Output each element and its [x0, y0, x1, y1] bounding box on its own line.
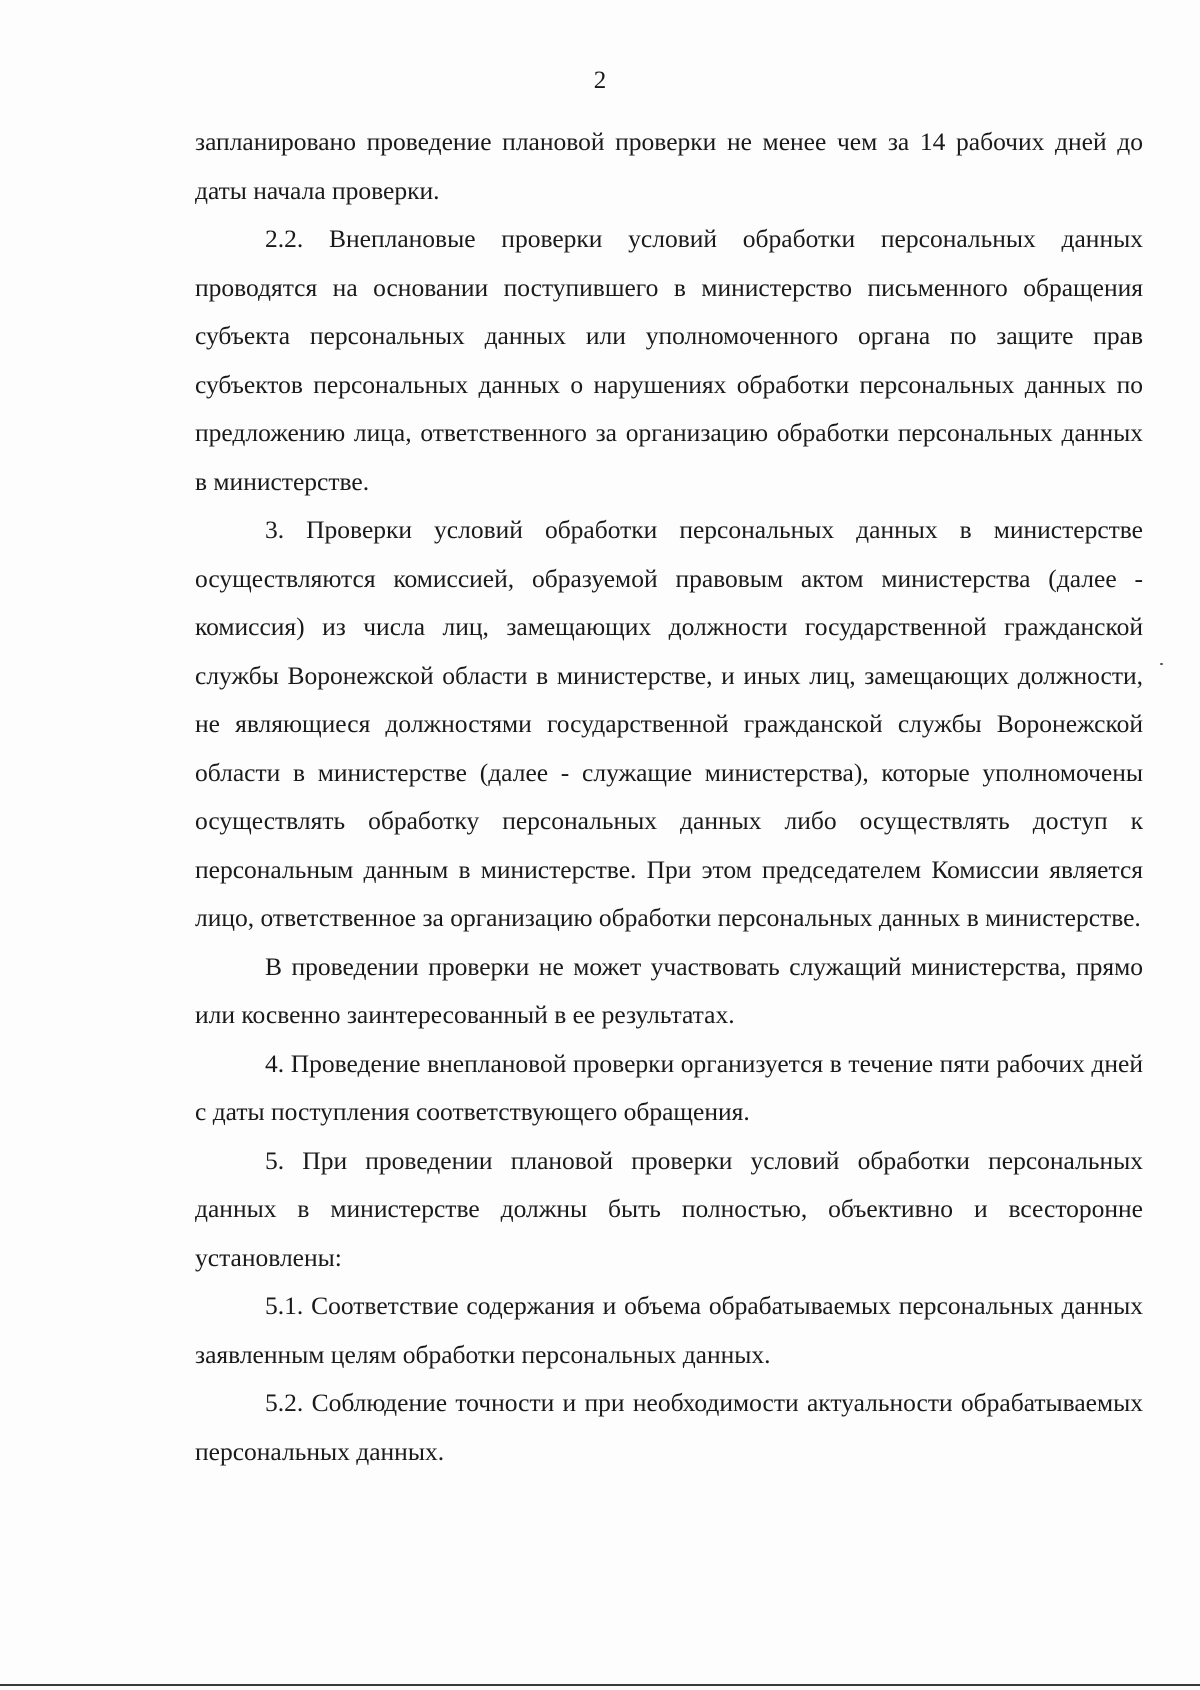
paragraph-2-2-unscheduled-checks: 2.2. Внеплановые проверки условий обработки персональных данных проводятся на основании поступившего в министерство письменного обращения субъекта персональных данных или уполномоченного органа по защите прав субъектов персональных данных о нарушениях обработки персональных данных по предложению лица, ответственного за организацию обработки персональных данных в министерстве.	[195, 224, 1143, 496]
scan-bottom-edge	[0, 1684, 1200, 1686]
paragraph-planned-check-notice: запланировано проведение плановой проверки не менее чем за 14 рабочих дней до даты начала проверки.	[195, 127, 1143, 205]
paragraph-5-2-accuracy: 5.2. Соблюдение точности и при необходимости актуальности обрабатываемых персональных данных.	[195, 1388, 1143, 1466]
paragraph-conflict-of-interest: В проведении проверки не может участвовать служащий министерства, прямо или косвенно заинтересованный в ее результатах.	[195, 951, 1143, 1029]
paragraph-3-commission: 3. Проверки условий обработки персональных данных в министерстве осуществляются комиссией, образуемой правовым актом министерства (далее - комиссия) из числа лиц, замещающих должности государственной гражданской службы Воронежской области в министерстве, и иных лиц, замещающих должности, не являющиеся должностями государственной гражданской службы Воронежской области в министерстве (далее - служащие министерства), которые уполномочены осуществлять обработку персональных данных либо осуществлять доступ к персональным данным в министерстве. При этом председателем Комиссии является лицо, ответственное за организацию обработки персональных данных в министерстве.	[195, 515, 1143, 932]
paragraph-5-1-content-compliance: 5.1. Соответствие содержания и объема обрабатываемых персональных данных заявленным целям обработки персональных данных.	[195, 1291, 1143, 1369]
paragraph-5-planned-check-scope: 5. При проведении плановой проверки условий обработки персональных данных в министерстве должны быть полностью, объективно и всесторонне установлены:	[195, 1145, 1143, 1272]
paragraph-4-unscheduled-organization: 4. Проведение внеплановой проверки организуется в течение пяти рабочих дней с даты поступления соответствующего обращения.	[195, 1048, 1143, 1126]
page-number: 2	[593, 67, 607, 94]
document-body	[195, 118, 1143, 1476]
scan-speck	[1160, 663, 1163, 665]
